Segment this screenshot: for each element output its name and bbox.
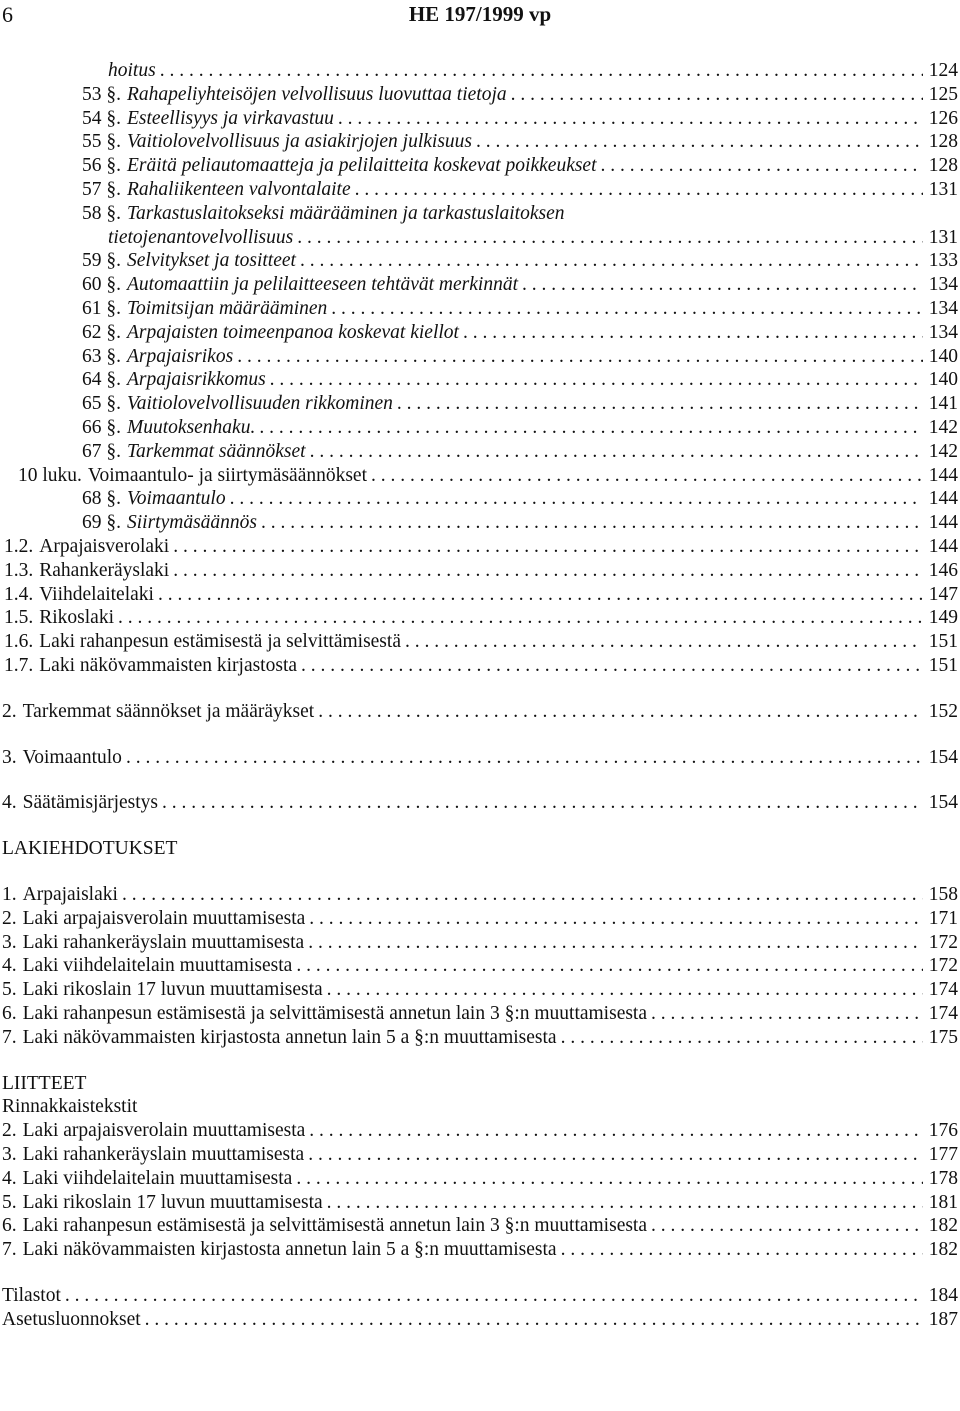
toc-entry-title: Voimaantulo: [127, 488, 226, 510]
toc-entry-number: 1.: [2, 884, 17, 905]
dot-leader: [309, 1120, 922, 1142]
dot-leader: [296, 1168, 922, 1190]
toc-entry[interactable]: [0, 836, 958, 860]
toc-entry-page: 144: [928, 536, 958, 557]
toc-entry-page: 176: [928, 1120, 958, 1142]
toc-entry-page: 174: [928, 1003, 958, 1024]
toc-entry[interactable]: [0, 1025, 958, 1049]
toc-entry[interactable]: [0, 930, 958, 954]
toc-entry-number: 58 §.: [82, 202, 121, 224]
toc-entry-number: 4.: [2, 792, 17, 814]
dot-leader: [651, 1215, 923, 1237]
toc-entry-title: Tarkemmat säännökset: [127, 440, 306, 462]
toc-entry[interactable]: [0, 510, 958, 534]
toc-entry[interactable]: [0, 906, 958, 930]
dot-leader: [651, 1003, 923, 1025]
toc-entry[interactable]: [0, 1071, 958, 1095]
dot-leader: [160, 60, 923, 82]
toc-entry[interactable]: [0, 439, 958, 463]
dot-leader: [230, 488, 923, 510]
document-id: HE 197/1999 vp: [408, 2, 552, 26]
toc-entry-number: 68 §.: [82, 488, 121, 510]
toc-entry-title: Eräitä peliautomaatteja ja pelilaitteita koskevat poikkeukset: [127, 155, 597, 177]
dot-leader: [601, 155, 923, 177]
toc-entry-page: 182: [928, 1215, 958, 1237]
toc-entry[interactable]: [0, 82, 958, 106]
toc-entry-title: Tarkemmat säännökset ja määräykset: [22, 700, 315, 722]
toc-entry-page: 134: [928, 274, 958, 296]
toc-entry-page: 128: [928, 131, 958, 153]
toc-entry-title: Rahaliikenteen valvontalaite: [127, 179, 351, 200]
toc-entry-number: 66 §.: [82, 417, 121, 438]
dot-leader: [309, 908, 922, 930]
toc-entry-page: 142: [928, 417, 958, 438]
toc-entry-title: Rinnakkaistekstit: [2, 1096, 138, 1118]
dot-leader: [237, 346, 923, 368]
toc-entry-page: 140: [928, 345, 958, 367]
toc-entry-title: Vaitiolovelvollisuus ja asiakirjojen julkisuus: [127, 131, 473, 153]
toc-entry-title: Rahankeräyslaki: [39, 559, 170, 581]
toc-entry-title: Voimaantulo: [22, 746, 122, 768]
toc-entry-number: 1.2.: [4, 536, 34, 557]
toc-entry-page: 126: [928, 107, 958, 129]
toc-entry-title: Säätämisjärjestys: [22, 792, 159, 814]
toc-entry[interactable]: [0, 1142, 958, 1166]
toc-entry-number: 7.: [2, 1026, 17, 1048]
dot-leader: [162, 792, 923, 814]
toc-entry-number: 2.: [2, 1120, 17, 1142]
toc-entry-page: 154: [928, 792, 958, 814]
toc-entry-page: 171: [928, 907, 958, 929]
toc-entry-title: Laki näkövammaisten kirjastosta annetun lain 5 a §:n muuttamisesta: [22, 1239, 557, 1261]
dot-leader: [522, 274, 923, 296]
toc-entry-title: Laki rahanpesun estämisestä ja selvittämisestä annetun lain 3 §:n muuttamisesta: [22, 1003, 648, 1024]
toc-entry-title: Laki rahankeräyslain muuttamisesta: [22, 931, 305, 953]
toc-entry-page: 182: [928, 1239, 958, 1261]
toc-entry[interactable]: [0, 486, 958, 510]
toc-entry-page: 134: [928, 298, 958, 319]
toc-entry[interactable]: [0, 225, 958, 249]
toc-entry-number: 53 §.: [82, 83, 121, 105]
toc-entry-page: 134: [928, 321, 958, 343]
toc-entry-title: Voimaantulo- ja siirtymäsäännökset: [87, 464, 368, 486]
toc-entry-page: 140: [928, 369, 958, 391]
dot-leader: [355, 179, 923, 201]
toc-entry-title: Laki arpajaisverolain muuttamisesta: [22, 907, 306, 929]
toc-entry[interactable]: [0, 415, 958, 439]
toc-entry-page: 144: [928, 488, 958, 510]
toc-entry[interactable]: [0, 558, 958, 582]
toc-entry-title: Siirtymäsäännös: [127, 512, 258, 534]
toc-entry-number: 3.: [2, 746, 17, 768]
toc-entry-title: Laki rahanpesun estämisestä ja selvittämisestä: [39, 631, 401, 653]
dot-leader: [327, 979, 923, 1001]
toc-entry[interactable]: [0, 1001, 958, 1025]
toc-entry-page: 131: [928, 179, 958, 200]
toc-entry[interactable]: [0, 605, 958, 629]
toc-entry-page: 124: [928, 60, 958, 81]
toc-entry-page: 144: [928, 464, 958, 486]
toc-entry[interactable]: [0, 344, 958, 368]
toc-entry-number: 54 §.: [82, 107, 121, 129]
toc-entry[interactable]: [0, 1213, 958, 1237]
toc-entry-page: 147: [928, 583, 958, 605]
toc-entry-number: 1.6.: [4, 631, 34, 653]
toc-entry[interactable]: [0, 153, 958, 177]
toc-entry-number: 6.: [2, 1003, 17, 1024]
toc-entry-page: 144: [928, 512, 958, 534]
toc-entry-title: Automaattiin ja pelilaitteeseen tehtävät merkinnät: [127, 274, 518, 296]
dot-leader: [308, 932, 923, 954]
toc-entry[interactable]: [0, 1283, 958, 1307]
toc-entry-number: 69 §.: [82, 512, 121, 534]
toc-entry-number: 1.7.: [4, 655, 34, 676]
toc-entry-title: Laki rahanpesun estämisestä ja selvittämisestä annetun lain 3 §:n muuttamisesta: [22, 1215, 648, 1237]
toc-entry[interactable]: [0, 699, 958, 723]
dot-leader: [318, 701, 923, 723]
toc-entry[interactable]: [0, 272, 958, 296]
toc-entry-number: 3.: [2, 931, 17, 953]
toc-entry[interactable]: [0, 882, 958, 906]
toc-entry-page: 177: [928, 1144, 958, 1165]
toc-entry-page: 174: [928, 979, 958, 1001]
toc-entry-number: 7.: [2, 1239, 17, 1261]
toc-entry-title: Esteellisyys ja virkavastuu: [127, 107, 334, 129]
toc-entry-number: 55 §.: [82, 131, 121, 153]
toc-entry-page: 128: [928, 155, 958, 177]
dot-leader: [301, 655, 923, 677]
toc-entry[interactable]: [0, 1166, 958, 1190]
toc-entry-page: 172: [928, 931, 958, 953]
dot-leader: [371, 465, 923, 487]
toc-entry-title: Asetusluonnokset: [2, 1308, 141, 1330]
toc-entry-page: 154: [928, 746, 958, 768]
toc-entry-page: 141: [928, 393, 958, 415]
dot-leader: [300, 250, 923, 272]
toc-entry-title: Vaitiolovelvollisuuden rikkominen: [127, 393, 393, 415]
dot-leader: [261, 512, 923, 534]
dot-leader: [310, 441, 923, 463]
toc-entry-number: 2.: [2, 700, 17, 722]
toc-entry-title: Arpajaisten toimeenpanoa koskevat kiellot: [127, 321, 459, 343]
dot-leader: [327, 1192, 923, 1214]
toc-entry-number: 3.: [2, 1144, 17, 1165]
toc-entry-number: 65 §.: [82, 393, 121, 415]
dot-leader: [259, 417, 922, 439]
toc-entry-number: 59 §.: [82, 250, 121, 272]
dot-leader: [173, 560, 923, 582]
toc-entry-title: Laki viihdelaitelain muuttamisesta: [22, 955, 293, 977]
dot-leader: [308, 1144, 923, 1166]
toc-entry-number: 64 §.: [82, 369, 121, 391]
dot-leader: [397, 393, 923, 415]
toc-entry-title: Laki rahankeräyslain muuttamisesta: [22, 1144, 305, 1165]
toc-entry-title: Toimitsijan määrääminen: [127, 298, 328, 319]
toc-entry[interactable]: [0, 58, 958, 82]
toc-entry-page: 146: [928, 559, 958, 581]
dot-leader: [122, 884, 923, 906]
dot-leader: [561, 1239, 923, 1261]
toc-entry-number: 56 §.: [82, 155, 121, 177]
toc-entry-title: Tarkastuslaitokseksi määrääminen ja tarkastuslaitoksen: [127, 202, 565, 224]
toc-entry-title: Rahapeliyhteisöjen velvollisuus luovuttaa tietoja: [127, 83, 507, 105]
toc-entry-number: 2.: [2, 907, 17, 929]
toc-entry-number: 63 §.: [82, 345, 121, 367]
toc-entry[interactable]: [0, 534, 958, 558]
toc-entry[interactable]: [0, 177, 958, 201]
toc-entry-title: Rikoslaki: [39, 607, 115, 629]
toc-entry[interactable]: [0, 201, 958, 225]
toc-entry-page: 158: [928, 884, 958, 905]
toc-entry-number: 1.4.: [4, 583, 34, 605]
dot-leader: [173, 536, 923, 558]
toc-entry-title: Viihdelaitelaki: [39, 583, 154, 605]
toc-entry[interactable]: [0, 129, 958, 153]
toc-entry-number: 62 §.: [82, 321, 121, 343]
toc-entry-page: 152: [928, 700, 958, 722]
dot-leader: [561, 1027, 923, 1049]
toc-entry[interactable]: [0, 790, 958, 814]
toc-entry-title: LAKIEHDOTUKSET: [2, 838, 178, 860]
toc-entry[interactable]: [0, 106, 958, 130]
toc-entry-title: Laki näkövammaisten kirjastosta annetun lain 5 a §:n muuttamisesta: [22, 1026, 557, 1048]
toc-entry-page: 149: [928, 607, 958, 629]
toc-entry-number: 5.: [2, 979, 17, 1001]
toc-entry-title: Selvitykset ja tositteet: [127, 250, 296, 272]
toc-entry-title: Arpajaisrikkomus: [127, 369, 266, 391]
toc-entry-number: 1.5.: [4, 607, 34, 629]
page-number: 6: [2, 2, 13, 27]
toc-entry-number: 4.: [2, 955, 17, 977]
toc-entry[interactable]: [0, 582, 958, 606]
toc-entry-title: LIITTEET: [2, 1072, 87, 1094]
dot-leader: [511, 84, 923, 106]
toc-entry-title: Arpajaisrikos: [127, 345, 234, 367]
dot-leader: [296, 955, 922, 977]
toc-entry-number: 67 §.: [82, 440, 121, 462]
dot-leader: [270, 369, 923, 391]
toc-entry-page: 187: [928, 1308, 958, 1330]
dot-leader: [331, 298, 922, 320]
toc-entry-page: 133: [928, 250, 958, 272]
toc-entry-number: 4.: [2, 1167, 17, 1189]
toc-entry-number: 57 §.: [82, 179, 121, 200]
toc-entry-number: 61 §.: [82, 298, 121, 319]
dot-leader: [65, 1285, 923, 1307]
toc-entry-page: 175: [928, 1026, 958, 1048]
toc-entry[interactable]: [0, 463, 958, 487]
dot-leader: [158, 584, 923, 606]
dot-leader: [405, 631, 923, 653]
toc-entry-page: 125: [928, 83, 958, 105]
toc-entry[interactable]: [0, 1190, 958, 1214]
toc-entry-number: 5.: [2, 1191, 17, 1213]
toc-entry[interactable]: [0, 745, 958, 769]
toc-entry[interactable]: [0, 977, 958, 1001]
toc-entry-page: 181: [928, 1191, 958, 1213]
toc-entry[interactable]: [0, 1307, 958, 1331]
dot-leader: [338, 108, 923, 130]
dot-leader: [476, 131, 923, 153]
toc-entry-title: tietojenantovelvollisuus: [108, 226, 294, 248]
toc-entry-page: 172: [928, 955, 958, 977]
dot-leader: [463, 322, 923, 344]
toc-entry[interactable]: [0, 248, 958, 272]
toc-entry[interactable]: [0, 367, 958, 391]
toc-entry[interactable]: [0, 1237, 958, 1261]
toc-entry-title: Laki viihdelaitelain muuttamisesta: [22, 1167, 293, 1189]
toc-entry[interactable]: [0, 1094, 958, 1118]
toc-entry-page: 184: [928, 1285, 958, 1306]
toc-entry-title: Laki rikoslain 17 luvun muuttamisesta: [22, 979, 323, 1001]
toc-entry[interactable]: [0, 296, 958, 320]
toc-entry-number: 1.3.: [4, 559, 34, 581]
toc-entry-title: Arpajaislaki: [22, 884, 118, 905]
toc-entry-title: Laki arpajaisverolain muuttamisesta: [22, 1120, 306, 1142]
toc-entry[interactable]: [0, 629, 958, 653]
toc-entry-title: Muutoksenhaku.: [127, 417, 256, 438]
toc-entry-title: Laki rikoslain 17 luvun muuttamisesta: [22, 1191, 323, 1213]
toc-entry-title: hoitus: [108, 60, 156, 81]
toc-entry-page: 131: [928, 226, 958, 248]
dot-leader: [126, 747, 923, 769]
toc-entry-title: Laki näkövammaisten kirjastosta: [39, 655, 298, 676]
toc-entry[interactable]: [0, 653, 958, 677]
toc-entry-page: 178: [928, 1167, 958, 1189]
dot-leader: [297, 227, 923, 249]
toc-entry-page: 151: [928, 655, 958, 676]
toc-entry[interactable]: [0, 1118, 958, 1142]
toc-entry-page: 151: [928, 631, 958, 653]
toc-entry[interactable]: [0, 953, 958, 977]
page-header: [0, 0, 960, 30]
toc-entry[interactable]: [0, 320, 958, 344]
toc-entry-page: 142: [928, 440, 958, 462]
toc-entry-number: 60 §.: [82, 274, 121, 296]
dot-leader: [145, 1309, 923, 1331]
toc-entry-title: Tilastot: [2, 1285, 61, 1306]
toc-entry-number: 6.: [2, 1215, 17, 1237]
toc-entry-number: 10 luku.: [18, 464, 82, 486]
dot-leader: [118, 607, 923, 629]
toc-entry-title: Arpajaisverolaki: [39, 536, 170, 557]
toc-entry[interactable]: [0, 391, 958, 415]
